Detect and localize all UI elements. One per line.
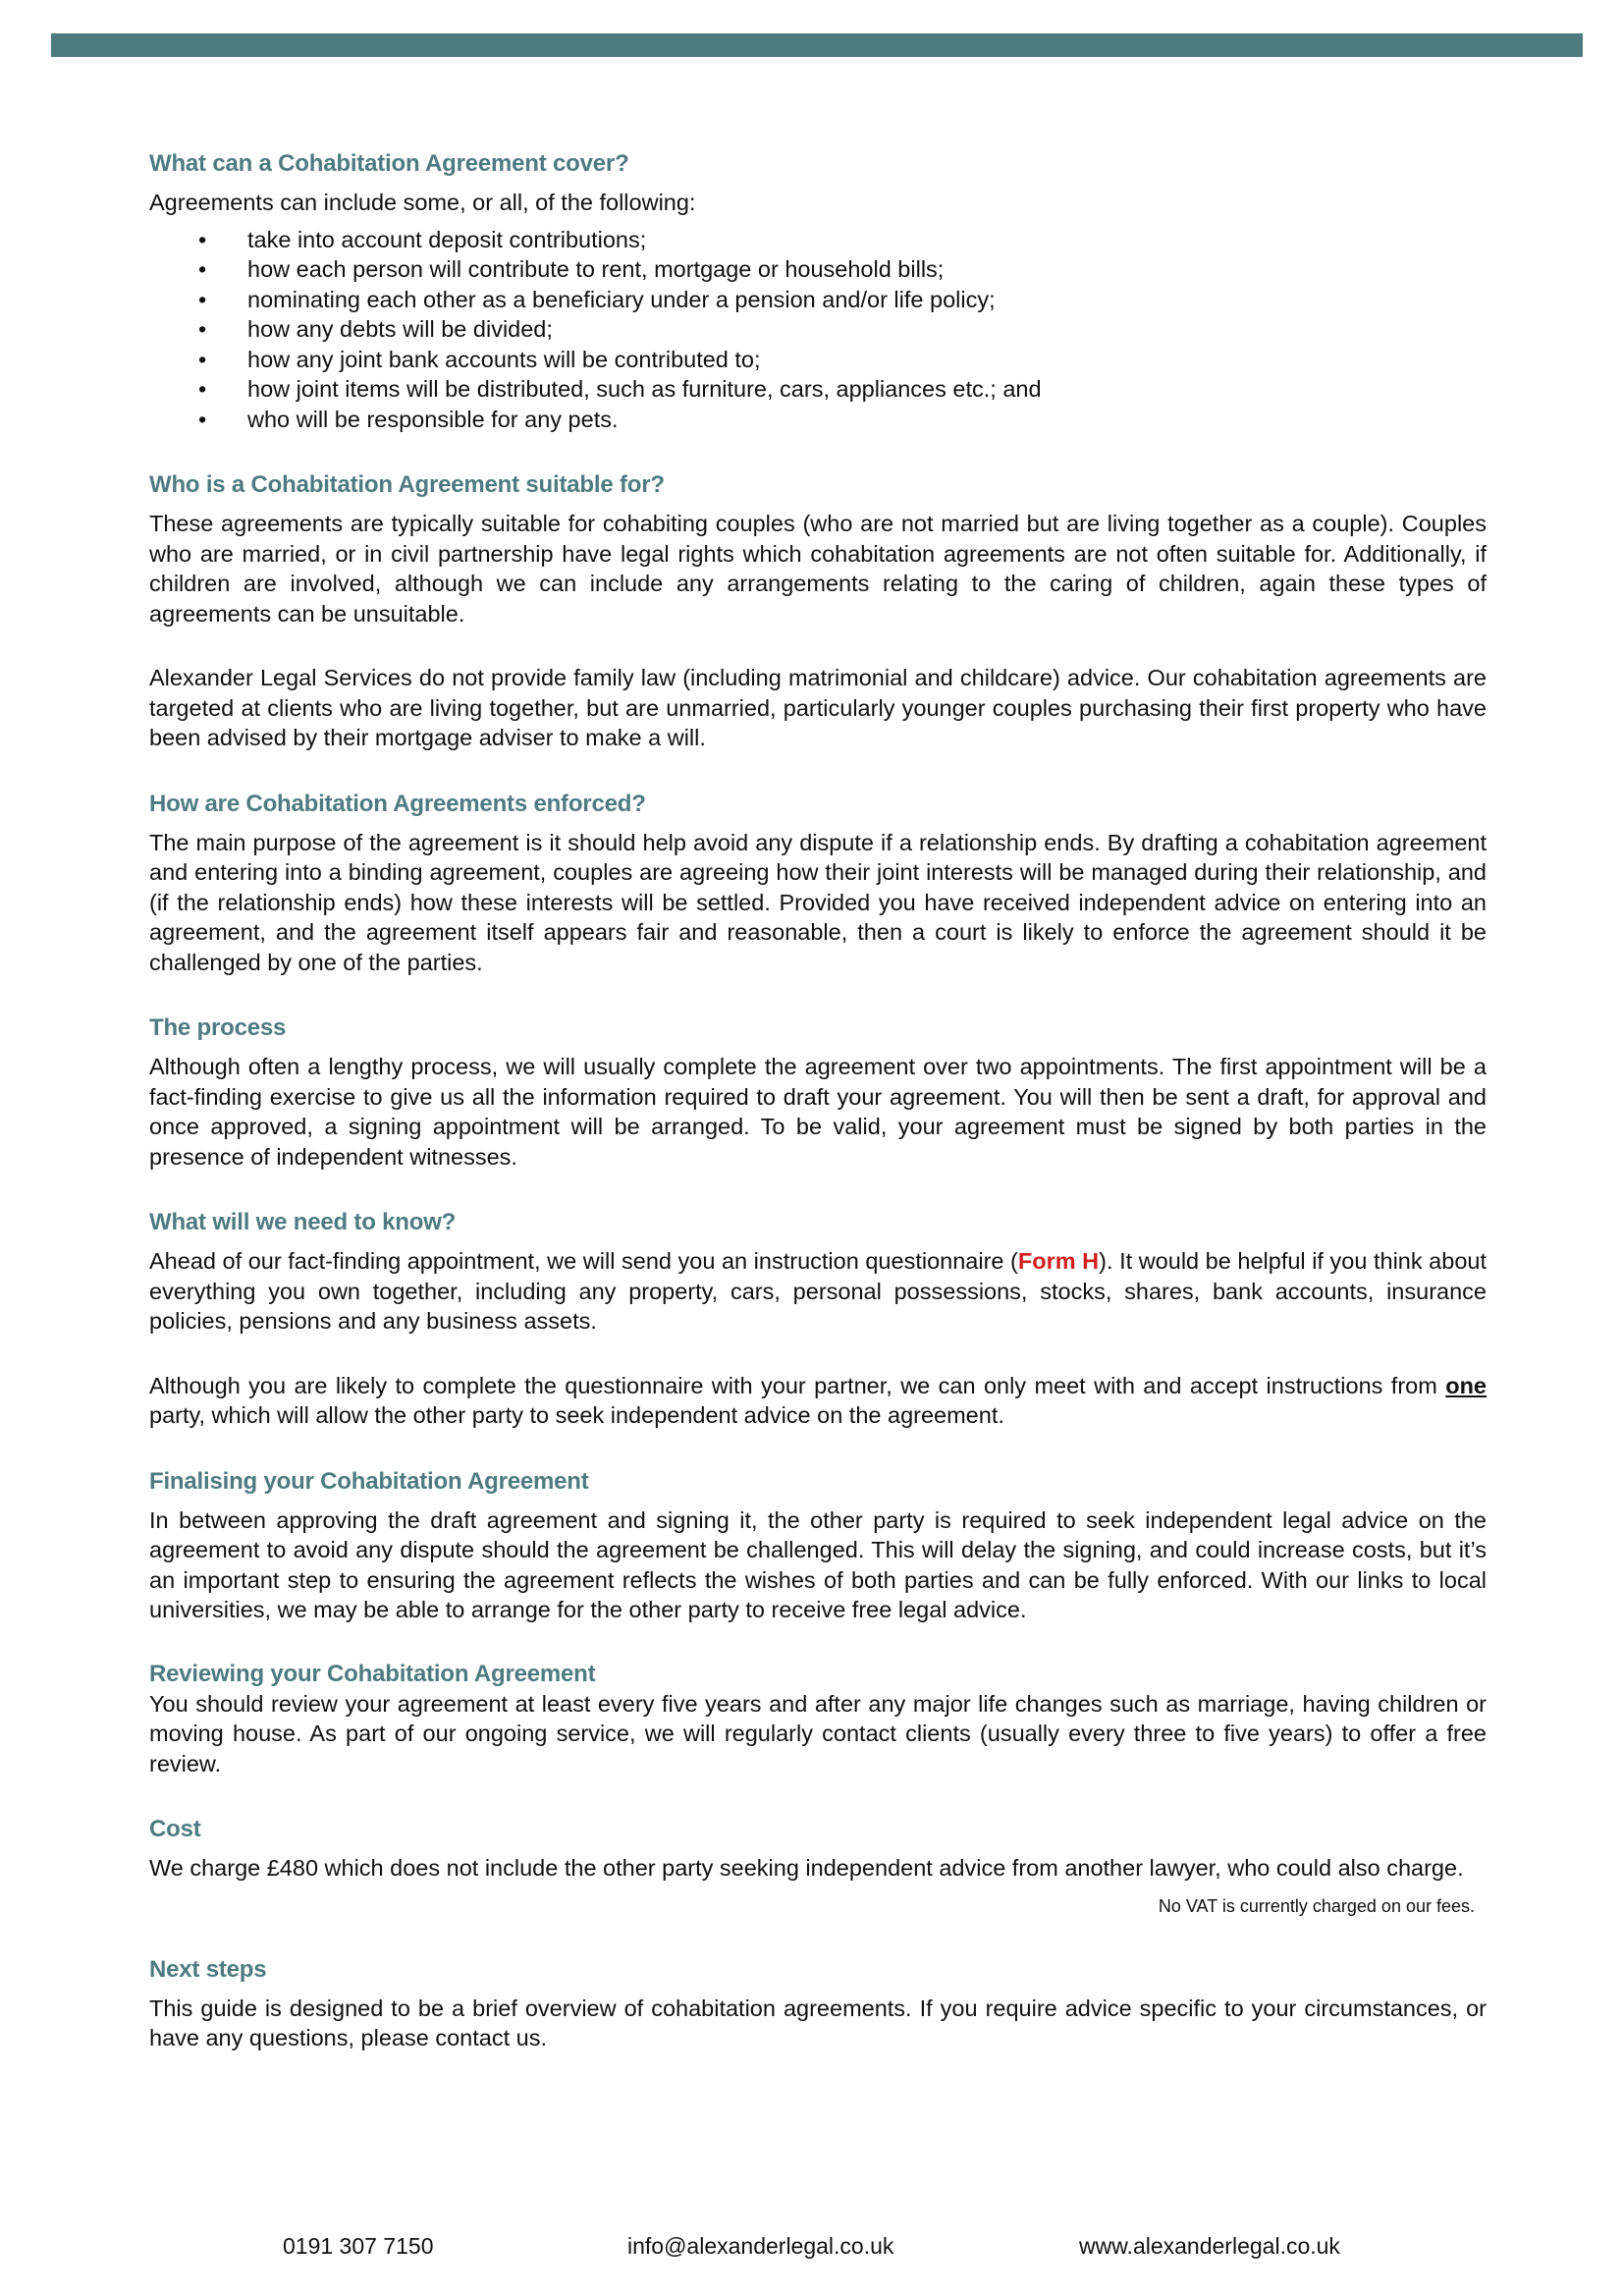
header-band <box>51 33 1583 57</box>
list-item: • who will be responsible for any pets. <box>247 405 1487 435</box>
footer <box>0 2229 1623 2263</box>
section-heading: What will we need to know? <box>149 1209 457 1235</box>
footer-email-link[interactable]: info@alexanderlegal.co.uk <box>627 2233 894 2259</box>
cover-bullet-list <box>149 225 1487 435</box>
section-intro: Agreements can include some, or all, of the following: <box>149 190 696 215</box>
paragraph: Although you are likely to complete the questionnaire with your partner, we can only meet with and accept instructions from one party, which will allow the other party to seek independent advice on the agreement. <box>149 1372 1487 1428</box>
vat-note: No VAT is currently charged on our fees. <box>1158 1895 1475 1916</box>
footer-website-link[interactable]: www.alexanderlegal.co.uk <box>1079 2233 1340 2259</box>
bullet-icon: • <box>198 346 207 372</box>
bullet-icon: • <box>198 256 207 282</box>
paragraph: Alexander Legal Services do not provide family law (including matrimonial and childcare) advice. Our cohabitation agreements are targeted at clients who are living together, but are unmarried, particularly younger couples purchasing their first property who have been advised by their mortgage adviser to make a will. <box>149 665 1487 750</box>
list-item: • take into account deposit contributions; <box>247 225 1487 255</box>
section-cover <box>149 147 1487 434</box>
section-heading: Cost <box>149 1816 201 1842</box>
form-h-link[interactable]: Form H <box>1017 1248 1100 1274</box>
section-heading: How are Cohabitation Agreements enforced? <box>149 790 646 817</box>
paragraph: You should review your agreement at least every five years and after any major life changes such as marriage, having children or moving house. As part of our ongoing service, we will regularly contact clients (usually every three to five years) to offer a free review. <box>149 1690 1487 1777</box>
section-need-to-know <box>149 1206 1487 1431</box>
bullet-icon: • <box>198 406 207 432</box>
section-heading: Finalising your Cohabitation Agreement <box>149 1467 589 1495</box>
emphasis-one: one <box>1445 1372 1487 1398</box>
paragraph: These agreements are typically suitable for cohabiting couples (who are not married but are living together as a couple). Couples who are married, or in civil partnership have legal rights which cohabitation agreements are not often suitable for. Additionally, if children are involved, although we can include any arrangements relating to the caring of children, again these types of agreements can be unsuitable. <box>149 511 1487 627</box>
bullet-icon: • <box>198 316 207 342</box>
paragraph: We charge £480 which does not include the other party seeking independent advice from another lawyer, who could also charge. <box>149 1855 1464 1881</box>
section-heading: Who is a Cohabitation Agreement suitable for? <box>149 471 665 498</box>
section-heading: What can a Cohabitation Agreement cover? <box>149 150 629 177</box>
section-heading: Reviewing your Cohabitation Agreement <box>149 1660 596 1687</box>
list-item: • nominating each other as a beneficiary under a pension and/or life policy; <box>247 285 1487 315</box>
section-enforced <box>149 788 1487 978</box>
footer-phone[interactable]: 0191 307 7150 <box>283 2233 434 2259</box>
paragraph: In between approving the draft agreement and signing it, the other party is required to seek independent legal advice on the agreement to avoid any dispute should the agreement be challenged. This will delay the signing, and could increase costs, but it’s an important step to ensuring the agreement reflects the wishes of both parties and can be fully enforced. With our links to local universities, we may be able to arrange for the other party to receive free legal advice. <box>149 1506 1487 1622</box>
list-item: • how any debts will be divided; <box>247 314 1487 345</box>
section-finalising <box>149 1465 1487 1625</box>
section-suitable <box>149 468 1487 753</box>
bullet-icon: • <box>198 376 207 402</box>
section-reviewing <box>149 1660 1487 1779</box>
list-item: • how each person will contribute to rent, mortgage or household bills; <box>247 254 1487 285</box>
list-item: • how joint items will be distributed, such as furniture, cars, appliances etc.; and <box>247 374 1487 405</box>
paragraph: This guide is designed to be a brief overview of cohabitation agreements. If you require advice specific to your circumstances, or have any questions, please contact us. <box>149 1995 1487 2050</box>
bullet-icon: • <box>198 286 207 312</box>
document-body <box>149 147 1487 2053</box>
section-process <box>149 1011 1487 1172</box>
section-heading: Next steps <box>149 1955 267 1983</box>
section-cost <box>149 1813 1487 1919</box>
list-item: • how any joint bank accounts will be contributed to; <box>247 345 1487 375</box>
paragraph: Although often a lengthy process, we will usually complete the agreement over two appointments. The first appointment will be a fact-finding exercise to give us all the information required to draft your agreement. You will then be sent a draft, for approval and once approved, a signing appointment will be arranged. To be valid, your agreement must be signed by both parties in the presence of independent witnesses. <box>149 1054 1487 1170</box>
section-next-steps <box>149 1953 1487 2053</box>
paragraph: The main purpose of the agreement is it should help avoid any dispute if a relationship ends. By drafting a cohabitation agreement and entering into a binding agreement, couples are agreeing how their joint interests will be managed during their relationship, and (if the relationship ends) how these interests will be settled. Provided you have received independent advice on entering into an agreement, and the agreement itself appears fair and reasonable, then a court is likely to enforce the agreement should it be challenged by one of the parties. <box>149 829 1487 975</box>
section-heading: The process <box>149 1014 287 1041</box>
paragraph: Ahead of our fact-finding appointment, we will send you an instruction questionnaire (Form H). It would be helpful if you think about everything you own together, including any property, cars, personal possessions, stocks, shares, bank accounts, insurance policies, pensions and any business assets. <box>149 1248 1487 1334</box>
bullet-icon: • <box>198 226 207 252</box>
